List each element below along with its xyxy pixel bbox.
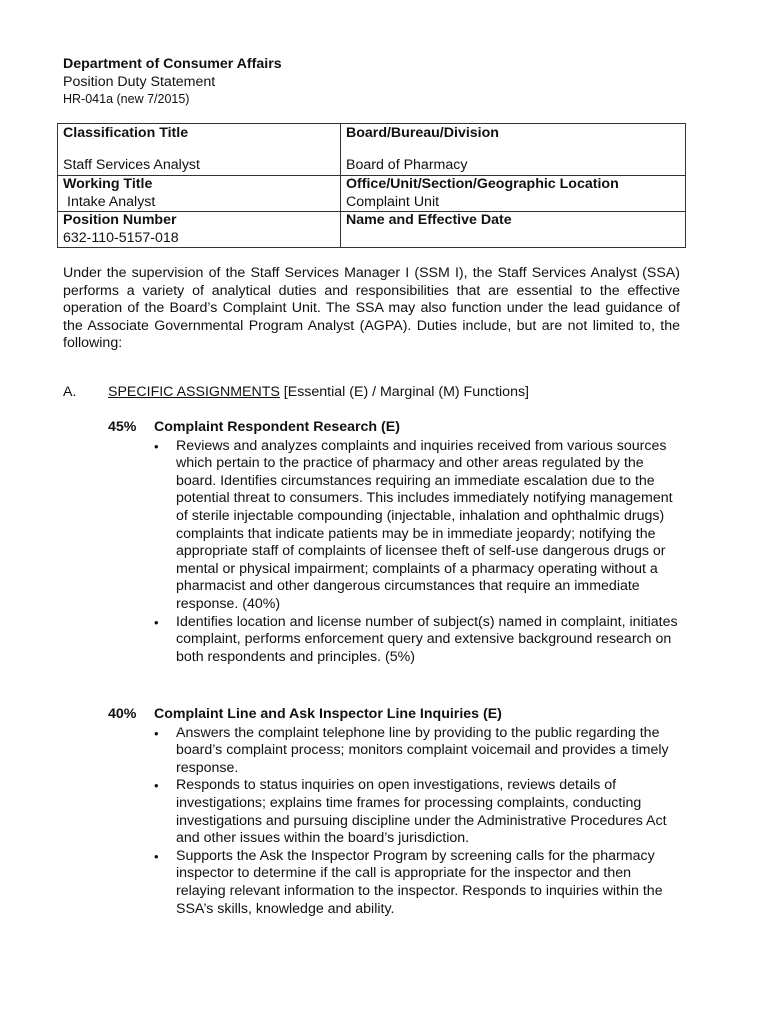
name-date-label: Name and Effective Date — [346, 212, 512, 229]
duty-bullet-list — [108, 725, 683, 919]
bullet-icon: • — [154, 438, 159, 454]
bullet-icon: • — [154, 614, 159, 630]
duty-bullet-text: Reviews and analyzes complaints and inquiries received from various sources which pertain to the practice of pharmacy and other areas regulated by the board. Identifies circumstances requiring an immediate escalation due to the potential threat to consumers. This includes immediately notifying management of sterile injectable compounding (injectable, inhalation and ophthalmic drugs) complaints that indicate patients may be in immediate jeopardy; notifying the appropriate staff of complaints of licensee theft of self-use dangerous drugs or mental or physical impairment; complaints of a pharmacy operating without a pharmacist and other dangerous circumstances that require an immediate response. (40%) — [176, 437, 673, 612]
office-label: Office/Unit/Section/Geographic Location — [346, 176, 619, 192]
position-number-label: Position Number — [63, 212, 177, 229]
intro-paragraph: Under the supervision of the Staff Services Manager I (SSM I), the Staff Services Analyst (SSA) performs a variety of analytical duties and responsibilities that are essential to the effective operation of the Board’s Complaint Unit. The SSA may also function under the lead guidance of the Associate Governmental Program Analyst (AGPA). Duties include, but are not limited to, the following: — [63, 265, 680, 352]
name-date-cell — [341, 212, 686, 248]
duty-block — [108, 419, 683, 666]
document-header — [63, 56, 282, 109]
duty-bullet-text: Identifies location and license number of subject(s) named in complaint, initiates complaint, performs enforcement query and extensive background research on both respondents and principles. (5%) — [176, 613, 678, 665]
duty-percent: 40% — [108, 706, 137, 722]
duty-bullet-text: Supports the Ask the Inspector Program by screening calls for the pharmacy inspector to determine if the call is appropriate for the inspector and then relaying relevant information to the inspector. Responds to inquiries within the SSA’s skills, knowledge and ability. — [176, 847, 663, 917]
classification-title-label: Classification Title — [63, 125, 189, 141]
board-value: Board of Pharmacy — [346, 156, 468, 173]
office-value: Complaint Unit — [346, 193, 440, 210]
classification-title-cell — [58, 124, 341, 176]
duty-percent: 45% — [108, 419, 137, 435]
duty-bullet-list — [108, 438, 683, 667]
position-info-table — [57, 123, 686, 248]
position-number-cell — [58, 212, 341, 248]
duty-title: Complaint Line and Ask Inspector Line Inquiries (E) — [154, 706, 502, 722]
document-title: Position Duty Statement — [63, 73, 216, 90]
duty-bullet — [154, 847, 683, 918]
bullet-icon: • — [154, 848, 159, 864]
duty-heading — [108, 419, 683, 437]
department-name: Department of Consumer Affairs — [63, 56, 282, 72]
duty-block — [108, 706, 683, 918]
section-letter: A. — [63, 384, 77, 400]
duty-bullet — [154, 613, 683, 667]
duty-bullet — [154, 437, 683, 614]
position-number-value: 632-110-5157-018 — [63, 229, 179, 246]
bullet-icon: • — [154, 725, 159, 741]
form-number: HR-041a (new 7/2015) — [63, 92, 190, 107]
section-title: SPECIFIC ASSIGNMENTS — [108, 384, 280, 400]
duty-bullet — [154, 777, 683, 847]
office-cell — [341, 176, 686, 212]
working-title-cell — [58, 176, 341, 212]
duty-heading — [108, 706, 683, 724]
board-cell — [341, 124, 686, 176]
duty-bullet-text: Responds to status inquiries on open investigations, reviews details of investigations; explains time frames for processing complaints, conducting investigations and pursuing discipline under the Administrative Procedures Act and other issues within the board’s jurisdiction. — [176, 777, 667, 847]
board-label: Board/Bureau/Division — [346, 125, 499, 141]
working-title-label: Working Title — [63, 176, 153, 192]
classification-title-value: Staff Services Analyst — [63, 156, 200, 173]
duty-bullet-text: Answers the complaint telephone line by providing to the public regarding the board’s complaint process; monitors complaint voicemail and provides a timely response. — [176, 724, 669, 776]
bullet-icon: • — [154, 778, 159, 794]
section-title-suffix: [Essential (E) / Marginal (M) Functions] — [279, 384, 529, 400]
duty-title: Complaint Respondent Research (E) — [154, 419, 400, 435]
section-a-heading — [63, 384, 683, 402]
duty-bullet — [154, 724, 683, 778]
working-title-value: Intake Analyst — [67, 193, 156, 210]
